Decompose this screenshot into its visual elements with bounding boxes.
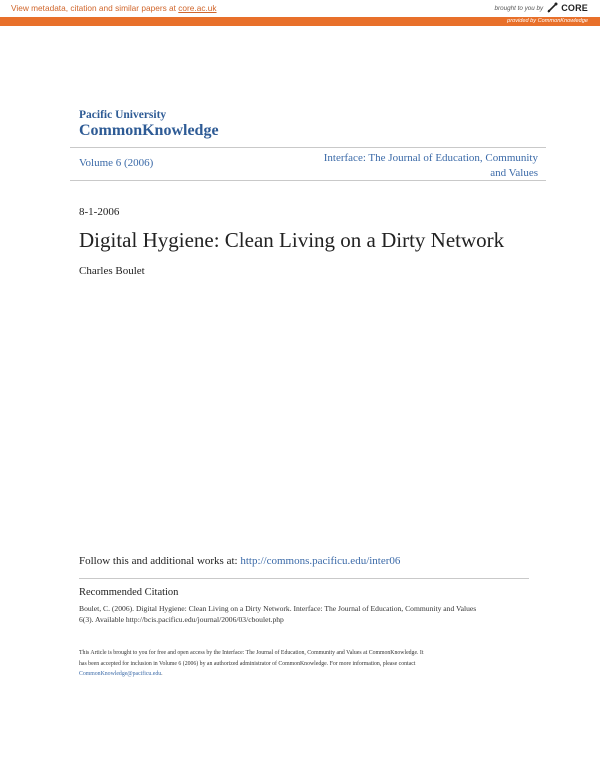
core-link-domain: core.ac.uk (178, 3, 217, 13)
journal-line-1: Interface: The Journal of Education, Community (323, 152, 538, 164)
citation-heading: Recommended Citation (79, 587, 179, 598)
core-brought-by[interactable] (495, 2, 588, 14)
provided-by-label: provided by CommonKnowledge (507, 18, 588, 24)
core-metadata-link[interactable] (11, 3, 217, 13)
divider-header (70, 180, 546, 181)
citation-text (79, 603, 519, 625)
citation-line-2: 6(3). Available http://bcis.pacificu.edu/journal/2006/03/cboulet.php (79, 615, 284, 624)
contact-email-link[interactable]: CommonKnowledge@pacificu.edu (79, 671, 162, 677)
journal-link[interactable] (308, 151, 538, 181)
follow-line (79, 555, 400, 567)
citation-line-1: Boulet, C. (2006). Digital Hygiene: Clean Living on a Dirty Network. Interface: The Journal of Education, Community and Values (79, 604, 477, 613)
notice-line-3 (79, 669, 524, 680)
repository-name: CommonKnowledge (79, 122, 219, 139)
notice-line-2: has been accepted for inclusion in Volume 6 (2006) by an authorized administrator of CommonKnowledge. For more information, please contact (79, 660, 416, 667)
core-logo-icon (546, 2, 558, 14)
access-notice (79, 648, 524, 680)
institution-name: Pacific University (79, 109, 167, 121)
email-suffix: . (161, 671, 163, 677)
core-link-prefix: View metadata, citation and similar papers at (11, 3, 179, 13)
notice-line-1: This Article is brought to you for free and open access by the Interface: The Journal of Education, Community and Values at CommonKnowledge. It (79, 650, 424, 656)
article-author: Charles Boulet (79, 265, 145, 277)
repository-logo[interactable] (79, 109, 219, 140)
journal-line-2: and Values (490, 167, 538, 179)
volume-link[interactable]: Volume 6 (2006) (79, 157, 154, 169)
follow-url-link[interactable]: http://commons.pacificu.edu/inter06 (240, 555, 401, 567)
brought-by-label: brought to you by (494, 4, 544, 12)
follow-prefix: Follow this and additional works at: (79, 555, 241, 567)
article-title: Digital Hygiene: Clean Living on a Dirty Network (79, 228, 505, 252)
divider-citation (79, 578, 529, 579)
publication-date: 8-1-2006 (79, 206, 120, 218)
core-name: CORE (561, 3, 588, 13)
divider-top (70, 147, 546, 148)
